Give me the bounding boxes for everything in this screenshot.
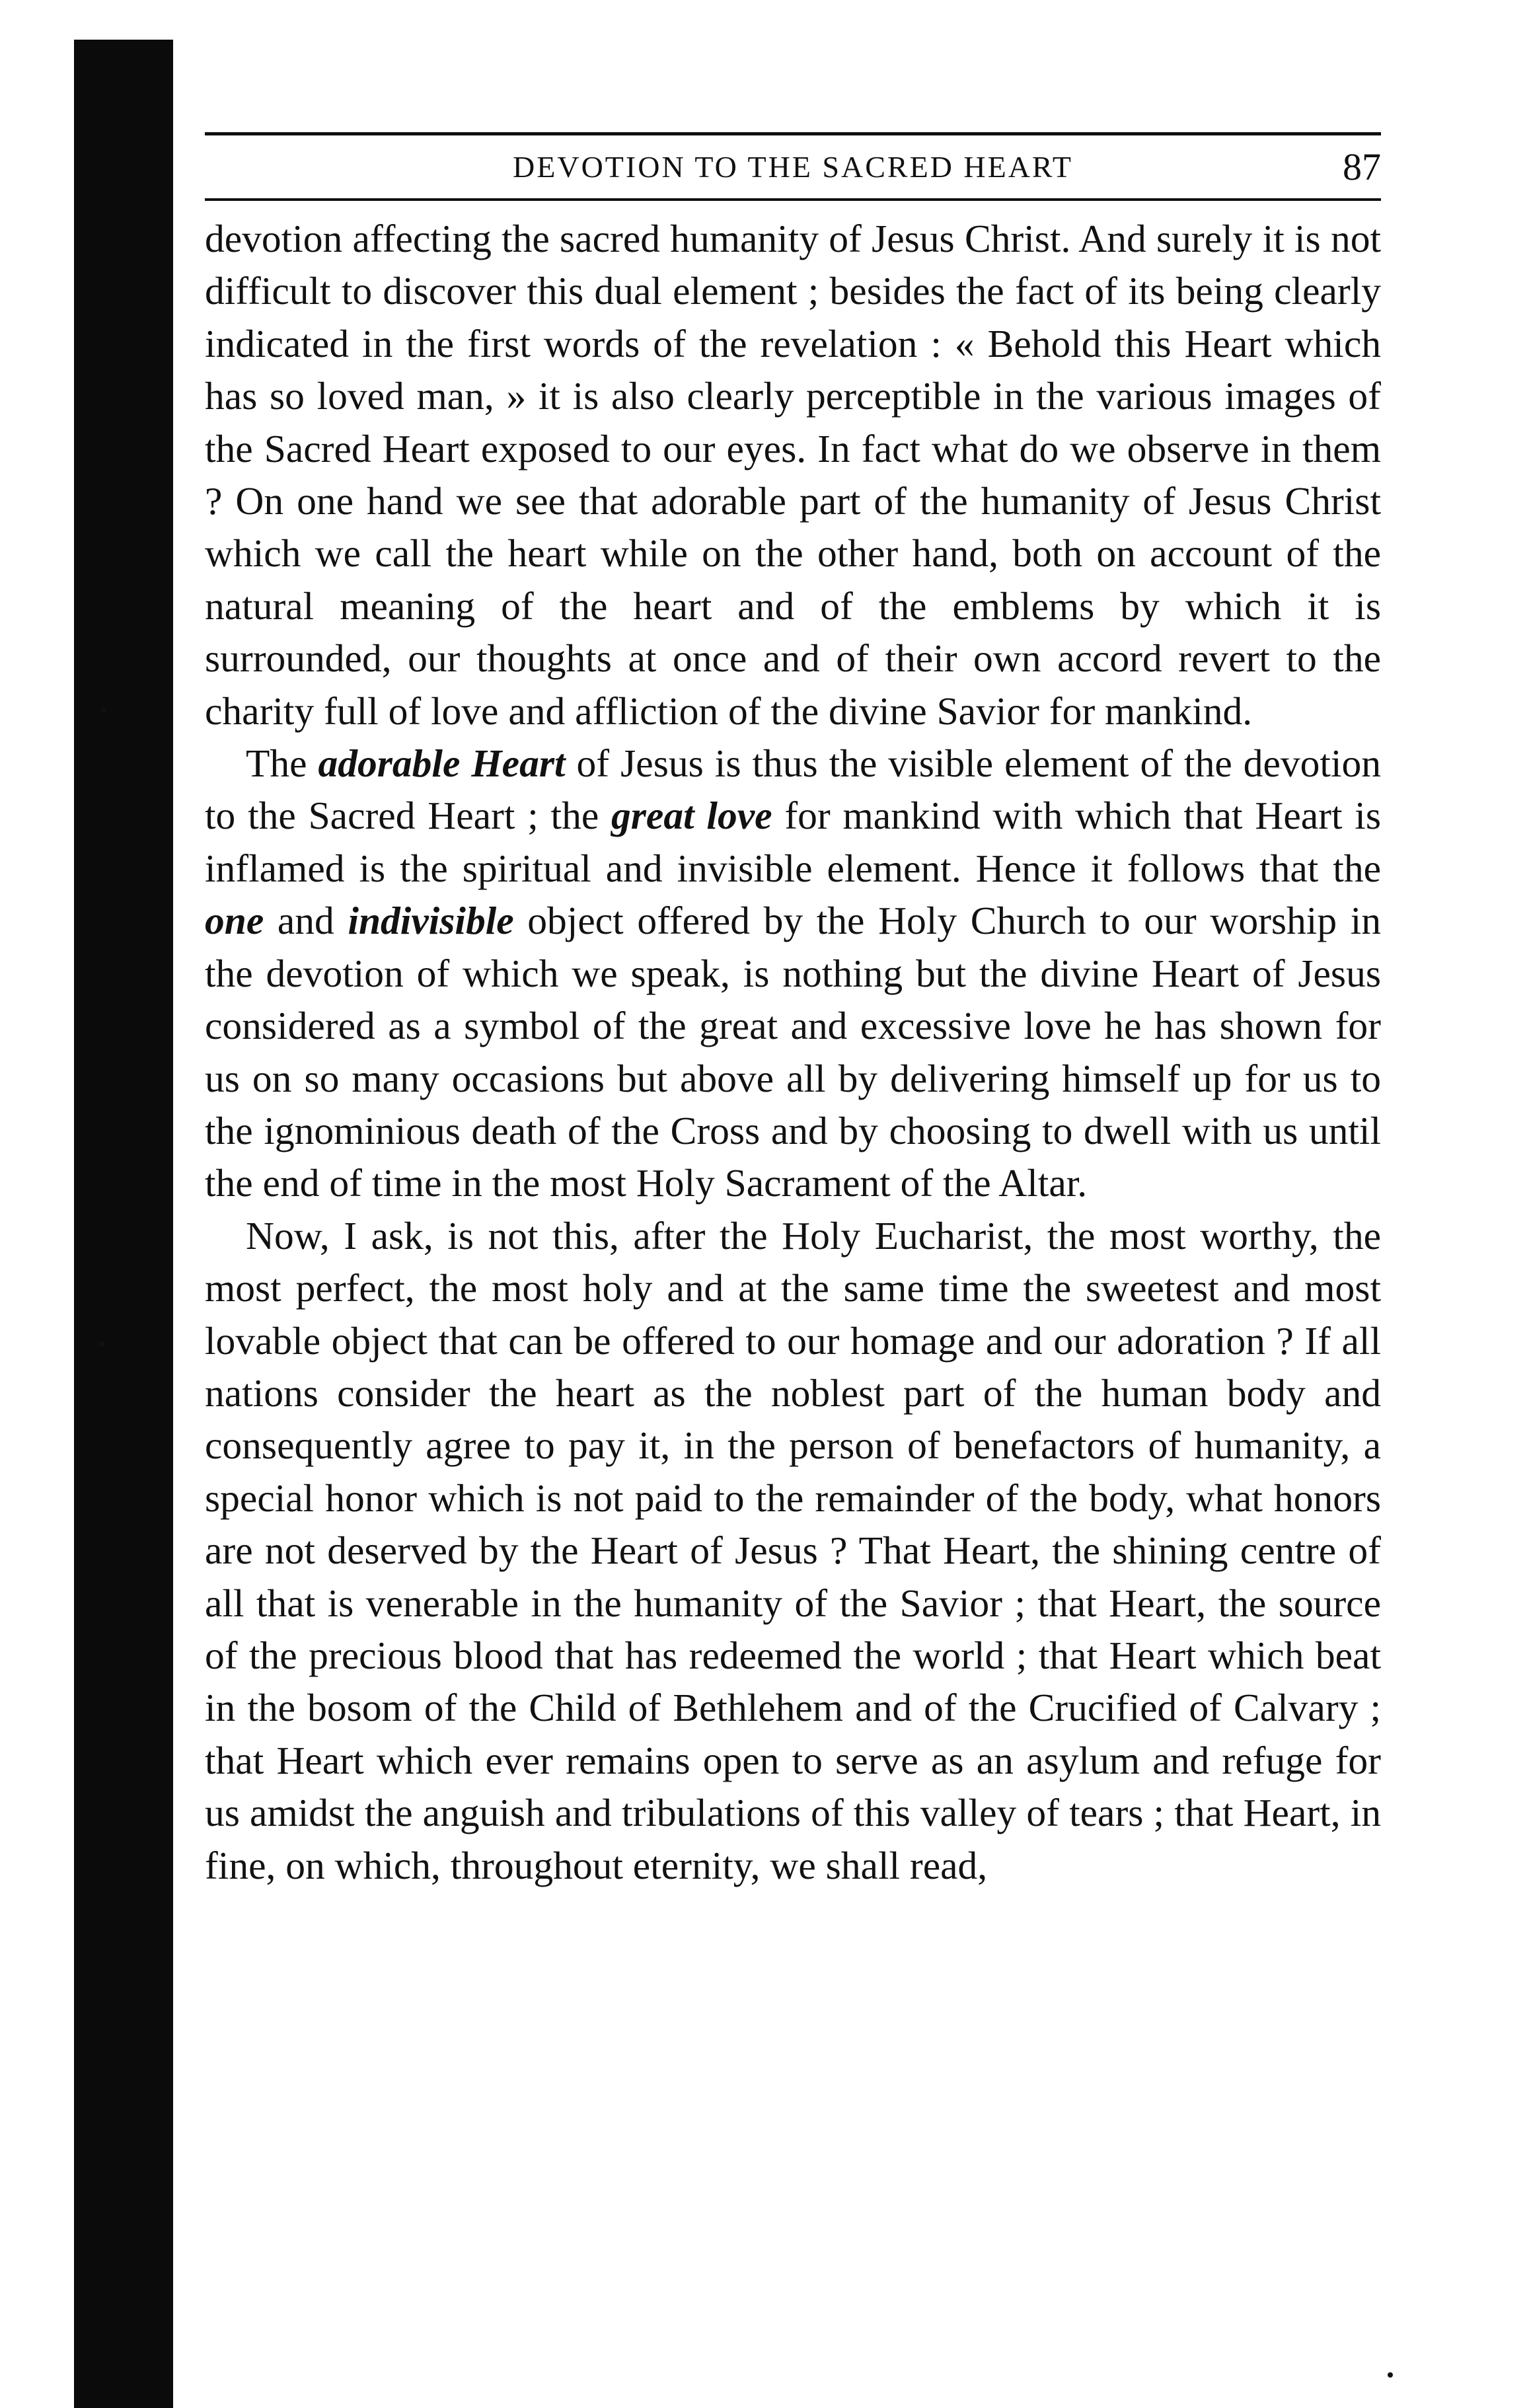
text-run: of Jesus is thus the visible element of the devotion to the Sacred Heart ; the <box>205 741 1381 838</box>
paragraph <box>205 737 1381 1210</box>
binding-speck <box>99 1341 104 1347</box>
text-run: devotion affecting the sacred humanity of Jesus Christ. And surely it is not difficult to discover this dual element ; besides the fact of its being clearly indicated in the first words of the revelation : « Behold this Heart which has so loved man, » it is also clearly perceptible in the various images of the Sacred Heart exposed to our eyes. In fact what do we observe in them ? On one hand we see that adorable part of the humanity of Jesus Christ which we call the heart while on the other hand, both on account of the natural meaning of the heart and of the emblems by which it is surrounded, our thoughts at once and of their own accord revert to the charity full of love and affliction of the divine Savior for mankind. <box>205 217 1381 733</box>
text-run: and <box>264 899 348 943</box>
emphasis-text: adorable Heart <box>318 741 566 786</box>
running-head <box>205 135 1381 198</box>
paragraph <box>205 213 1381 737</box>
book-binding-edge <box>74 40 173 2408</box>
paragraph <box>205 1210 1381 1892</box>
page-number: 87 <box>1343 145 1381 188</box>
emphasis-text: great love <box>611 794 772 838</box>
text-run: for mankind with which that Heart is inflamed is the spiritual and invisible element. Hence it follows that the <box>205 794 1381 890</box>
text-run: Now, I ask, is not this, after the Holy Eucharist, the most worthy, the most perfect, the most holy and at the same time the sweetest and most lovable object that can be offered to our homage and our adoration ? If all nations consider the heart as the noblest part of the human body and consequently agree to pay it, in the person of benefactors of humanity, a special honor which is not paid to the remainder of the body, what honors are not deserved by the Heart of Jesus ? That Heart, the shining centre of all that is venerable in the humanity of the Savior ; that Heart, the source of the precious blood that has redeemed the world ; that Heart which beat in the bosom of the Child of Bethlehem and of the Crucified of Calvary ; that Heart which ever remains open to serve as an asylum and refuge for us amidst the anguish and tribulations of this valley of tears ; that Heart, in fine, on which, throughout eternity, we shall read, <box>205 1213 1381 1887</box>
page-speck <box>1388 2372 1393 2378</box>
binding-speck <box>100 707 106 712</box>
running-head-title: DEVOTION TO THE SACRED HEART <box>513 150 1073 184</box>
body-text <box>205 213 1381 1892</box>
header-bottom-rule <box>205 198 1381 201</box>
text-run: The <box>246 741 318 786</box>
emphasis-text: indivisible <box>348 899 514 943</box>
book-page <box>205 132 1381 1892</box>
text-run: object offered by the Holy Church to our worship in the devotion of which we speak, is nothing but the divine Heart of Jesus considered as a symbol of the great and excessive love he has shown for us on so many occasions but above all by delivering himself up for us to the ignominious death of the Cross and by choosing to dwell with us until the end of time in the most Holy Sacrament of the Altar. <box>205 899 1381 1205</box>
emphasis-text: one <box>205 899 264 943</box>
